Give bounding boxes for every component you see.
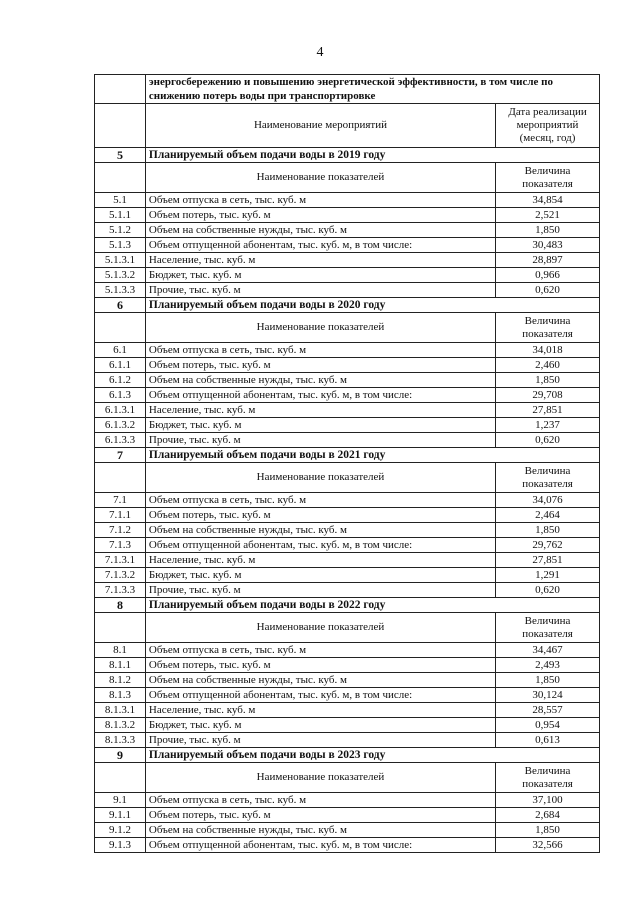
row-name: Объем потерь, тыс. куб. м [145, 358, 495, 373]
section-header-row [95, 748, 600, 763]
row-code: 8.1 [95, 643, 146, 658]
section-number: 5 [95, 148, 146, 163]
row-name: Бюджет, тыс. куб. м [145, 268, 495, 283]
row-name: Объем на собственные нужды, тыс. куб. м [145, 673, 495, 688]
row-value: 34,018 [496, 343, 600, 358]
header-indicator-value: Величина показателя [496, 763, 600, 793]
row-name: Объем отпуска в сеть, тыс. куб. м [145, 793, 495, 808]
header-indicator-name: Наименование показателей [145, 163, 495, 193]
empty-cell [95, 104, 146, 148]
indicators-header-row [95, 313, 600, 343]
section-title: Планируемый объем подачи воды в 2019 году [145, 148, 599, 163]
table-row [95, 838, 600, 853]
row-value: 34,076 [496, 493, 600, 508]
row-name: Бюджет, тыс. куб. м [145, 718, 495, 733]
row-name: Объем потерь, тыс. куб. м [145, 208, 495, 223]
section-number: 6 [95, 298, 146, 313]
section-title: Планируемый объем подачи воды в 2020 году [145, 298, 599, 313]
row-code: 9.1.1 [95, 808, 146, 823]
row-code: 5.1.1 [95, 208, 146, 223]
row-name: Объем потерь, тыс. куб. м [145, 658, 495, 673]
row-code: 6.1.3.3 [95, 433, 146, 448]
table-row [95, 523, 600, 538]
row-name: Объем потерь, тыс. куб. м [145, 808, 495, 823]
row-value: 0,620 [496, 283, 600, 298]
row-code: 6.1.3 [95, 388, 146, 403]
table-row [95, 193, 600, 208]
row-code: 7.1.2 [95, 523, 146, 538]
row-name: Бюджет, тыс. куб. м [145, 418, 495, 433]
row-code: 7.1.1 [95, 508, 146, 523]
row-value: 30,483 [496, 238, 600, 253]
section-header-row [95, 298, 600, 313]
row-name: Объем отпущенной абонентам, тыс. куб. м, в том числе: [145, 688, 495, 703]
empty-cell [95, 763, 146, 793]
row-name: Объем отпущенной абонентам, тыс. куб. м, в том числе: [145, 388, 495, 403]
indicators-header-row [95, 613, 600, 643]
row-value: 28,897 [496, 253, 600, 268]
section-header-row [95, 598, 600, 613]
header-indicator-value: Величина показателя [496, 463, 600, 493]
row-code: 7.1.3.1 [95, 553, 146, 568]
table-row [95, 508, 600, 523]
empty-cell [95, 313, 146, 343]
row-code: 8.1.1 [95, 658, 146, 673]
row-value: 0,966 [496, 268, 600, 283]
row-code: 7.1.3.3 [95, 583, 146, 598]
row-name: Объем отпуска в сеть, тыс. куб. м [145, 193, 495, 208]
indicators-header-row [95, 163, 600, 193]
section-header-row [95, 148, 600, 163]
header-indicator-value: Величина показателя [496, 163, 600, 193]
row-name: Объем на собственные нужды, тыс. куб. м [145, 223, 495, 238]
row-code: 9.1.3 [95, 838, 146, 853]
row-code: 5.1.3 [95, 238, 146, 253]
row-name: Прочие, тыс. куб. м [145, 583, 495, 598]
row-code: 6.1.3.2 [95, 418, 146, 433]
empty-cell [95, 463, 146, 493]
row-value: 0,620 [496, 583, 600, 598]
row-code: 8.1.2 [95, 673, 146, 688]
row-name: Объем отпуска в сеть, тыс. куб. м [145, 493, 495, 508]
row-code: 8.1.3.1 [95, 703, 146, 718]
section-title: Планируемый объем подачи воды в 2021 году [145, 448, 599, 463]
row-code: 7.1.3.2 [95, 568, 146, 583]
table-row [95, 373, 600, 388]
row-code: 6.1.1 [95, 358, 146, 373]
water-supply-table [94, 74, 600, 853]
row-code: 8.1.3.2 [95, 718, 146, 733]
row-value: 27,851 [496, 553, 600, 568]
header-indicator-value: Величина показателя [496, 613, 600, 643]
row-code: 5.1.3.2 [95, 268, 146, 283]
row-name: Объем на собственные нужды, тыс. куб. м [145, 823, 495, 838]
row-value: 32,566 [496, 838, 600, 853]
row-value: 1,850 [496, 673, 600, 688]
table-row [95, 733, 600, 748]
row-name: Население, тыс. куб. м [145, 703, 495, 718]
row-value: 1,850 [496, 523, 600, 538]
row-code: 5.1.3.3 [95, 283, 146, 298]
section-title: Планируемый объем подачи воды в 2022 году [145, 598, 599, 613]
row-value: 1,237 [496, 418, 600, 433]
row-name: Объем на собственные нужды, тыс. куб. м [145, 523, 495, 538]
table-row [95, 253, 600, 268]
header-measures-name: Наименование мероприятий [145, 104, 495, 148]
row-code: 9.1.2 [95, 823, 146, 838]
row-name: Население, тыс. куб. м [145, 553, 495, 568]
row-code: 6.1 [95, 343, 146, 358]
row-value: 0,613 [496, 733, 600, 748]
row-code: 8.1.3.3 [95, 733, 146, 748]
row-value: 2,521 [496, 208, 600, 223]
table-row [95, 643, 600, 658]
row-code: 5.1.3.1 [95, 253, 146, 268]
row-name: Объем отпущенной абонентам, тыс. куб. м, в том числе: [145, 838, 495, 853]
table-row [95, 493, 600, 508]
header-indicator-name: Наименование показателей [145, 313, 495, 343]
header-indicator-name: Наименование показателей [145, 763, 495, 793]
row-value: 0,954 [496, 718, 600, 733]
row-name: Прочие, тыс. куб. м [145, 733, 495, 748]
table-row [95, 358, 600, 373]
table-row [95, 403, 600, 418]
row-value: 2,464 [496, 508, 600, 523]
row-value: 34,854 [496, 193, 600, 208]
table-row [95, 553, 600, 568]
table-row [95, 223, 600, 238]
row-value: 0,620 [496, 433, 600, 448]
table-row [95, 418, 600, 433]
table-row [95, 793, 600, 808]
row-value: 28,557 [496, 703, 600, 718]
row-name: Бюджет, тыс. куб. м [145, 568, 495, 583]
row-value: 1,850 [496, 823, 600, 838]
row-name: Население, тыс. куб. м [145, 253, 495, 268]
row-code: 6.1.3.1 [95, 403, 146, 418]
table-row [95, 283, 600, 298]
row-value: 1,850 [496, 373, 600, 388]
row-value: 1,850 [496, 223, 600, 238]
row-value: 2,493 [496, 658, 600, 673]
row-code: 7.1.3 [95, 538, 146, 553]
section-number: 8 [95, 598, 146, 613]
indicators-header-row [95, 763, 600, 793]
row-name: Население, тыс. куб. м [145, 403, 495, 418]
row-value: 1,291 [496, 568, 600, 583]
table-body [95, 75, 600, 853]
continuation-text: энергосбережению и повышению энергетической эффективности, в том числе по снижению потерь воды при транспортировке [145, 75, 599, 104]
section-title: Планируемый объем подачи воды в 2023 году [145, 748, 599, 763]
row-name: Объем отпущенной абонентам, тыс. куб. м, в том числе: [145, 238, 495, 253]
row-code: 5.1.2 [95, 223, 146, 238]
empty-cell [95, 613, 146, 643]
table-row [95, 388, 600, 403]
row-name: Объем отпуска в сеть, тыс. куб. м [145, 343, 495, 358]
header-indicator-name: Наименование показателей [145, 463, 495, 493]
row-value: 37,100 [496, 793, 600, 808]
row-name: Объем на собственные нужды, тыс. куб. м [145, 373, 495, 388]
continuation-row [95, 75, 600, 104]
row-value: 27,851 [496, 403, 600, 418]
row-value: 2,460 [496, 358, 600, 373]
row-name: Объем отпуска в сеть, тыс. куб. м [145, 643, 495, 658]
table-row [95, 808, 600, 823]
table-row [95, 568, 600, 583]
row-value: 2,684 [496, 808, 600, 823]
row-code: 5.1 [95, 193, 146, 208]
empty-cell [95, 75, 146, 104]
table-row [95, 688, 600, 703]
row-name: Объем отпущенной абонентам, тыс. куб. м, в том числе: [145, 538, 495, 553]
header-implementation-date: Дата реализации мероприятий (месяц, год) [496, 104, 600, 148]
table-row [95, 583, 600, 598]
table-row [95, 268, 600, 283]
row-code: 9.1 [95, 793, 146, 808]
measures-header-row [95, 104, 600, 148]
table-row [95, 673, 600, 688]
table-row [95, 703, 600, 718]
empty-cell [95, 163, 146, 193]
table-row [95, 823, 600, 838]
row-code: 8.1.3 [95, 688, 146, 703]
indicators-header-row [95, 463, 600, 493]
row-name: Объем потерь, тыс. куб. м [145, 508, 495, 523]
table-row [95, 538, 600, 553]
table-row [95, 208, 600, 223]
row-value: 29,762 [496, 538, 600, 553]
table-row [95, 433, 600, 448]
row-value: 34,467 [496, 643, 600, 658]
row-name: Прочие, тыс. куб. м [145, 283, 495, 298]
row-name: Прочие, тыс. куб. м [145, 433, 495, 448]
section-header-row [95, 448, 600, 463]
row-value: 30,124 [496, 688, 600, 703]
page-number: 4 [316, 45, 324, 60]
row-value: 29,708 [496, 388, 600, 403]
header-indicator-name: Наименование показателей [145, 613, 495, 643]
row-code: 7.1 [95, 493, 146, 508]
section-number: 7 [95, 448, 146, 463]
section-number: 9 [95, 748, 146, 763]
row-code: 6.1.2 [95, 373, 146, 388]
table-row [95, 658, 600, 673]
table-row [95, 238, 600, 253]
table-row [95, 343, 600, 358]
header-indicator-value: Величина показателя [496, 313, 600, 343]
table-row [95, 718, 600, 733]
